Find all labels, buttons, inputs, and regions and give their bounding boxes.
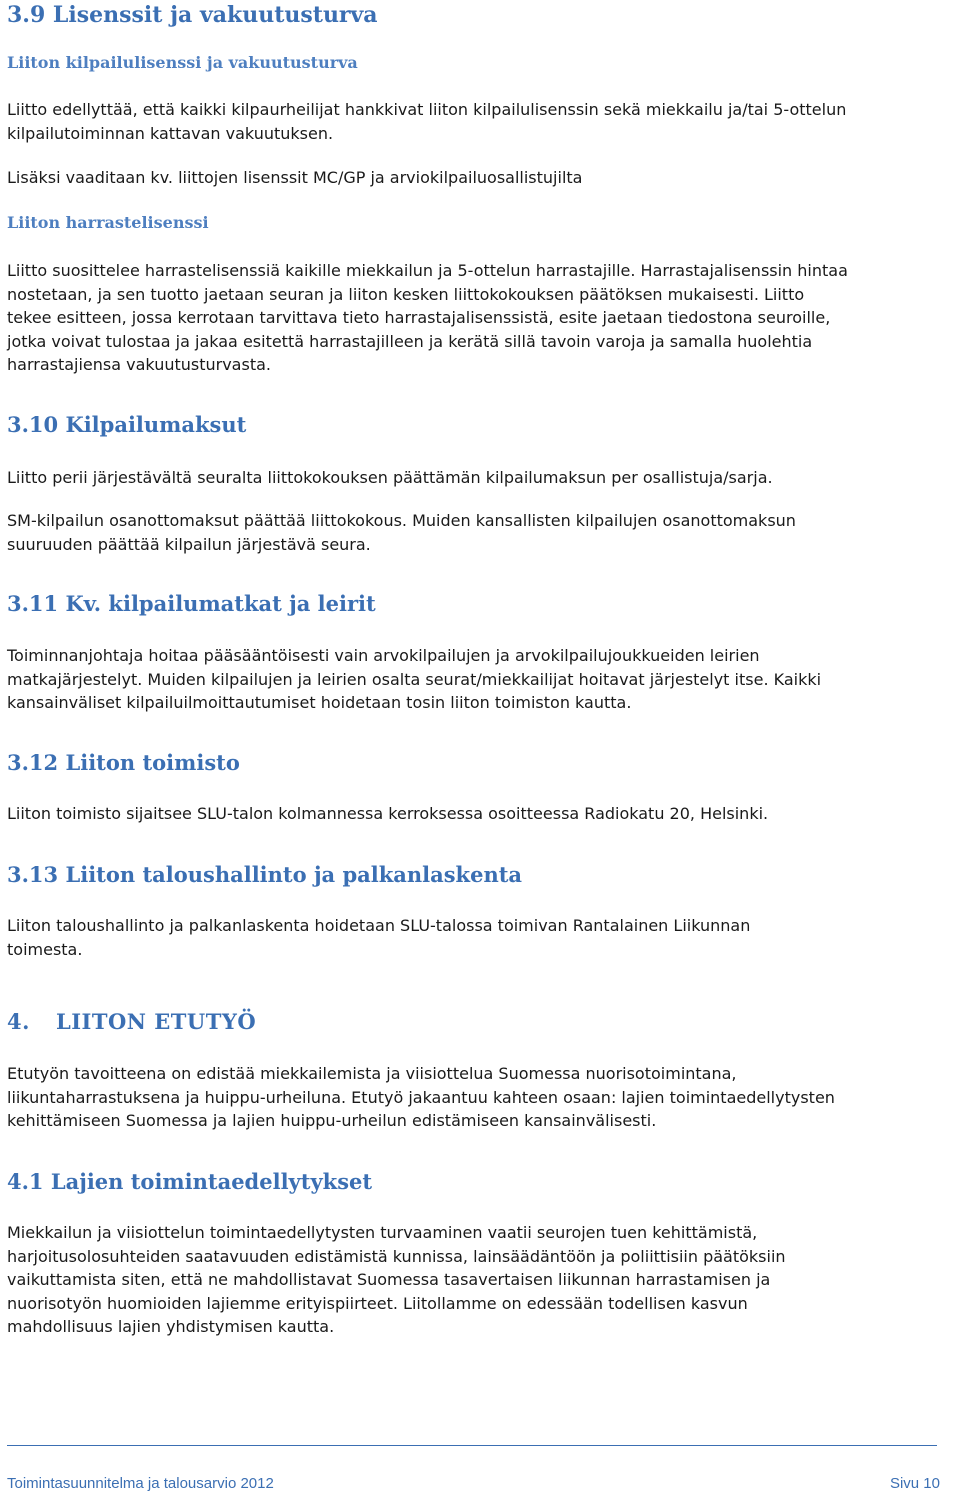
text-line: Lisäksi vaaditaan kv. liittojen lisenssit MC/GP ja arviokilpailuosallistujilta xyxy=(7,168,583,187)
paragraph-sport-conditions xyxy=(7,1221,957,1339)
paragraph-additional-requirement xyxy=(7,166,957,190)
text-line: SM-kilpailun osanottomaksut päättää liittokokous. Muiden kansallisten kilpailujen osanottomaksun xyxy=(7,511,796,530)
text-line: Miekkailun ja viisiottelun toimintaedellytysten turvaaminen vaatii seurojen tuen kehittämistä, xyxy=(7,1223,758,1242)
paragraph-entry-fees xyxy=(7,509,957,556)
heading-3-10: 3.10 Kilpailumaksut xyxy=(7,412,247,437)
heading-4-1: 4.1 Lajien toimintaedellytykset xyxy=(7,1169,373,1194)
paragraph-competition-fee xyxy=(7,466,957,490)
text-line: vaikuttamista siten, että ne mahdollistavat Suomessa tasavertaisen liikunnan harrastamisen ja xyxy=(7,1270,771,1289)
paragraph-finance xyxy=(7,914,957,961)
text-line: Liiton taloushallinto ja palkanlaskenta hoidetaan SLU-talossa toimivan Rantalainen Liikunnan xyxy=(7,916,751,935)
text-line: harjoitusolosuhteiden saatavuuden edistämistä kunnissa, lainsäädäntöön ja poliittisiin päätöksiin xyxy=(7,1246,786,1266)
text-line: matkajärjestelyt. Muiden kilpailujen ja leirien osalta seurat/miekkailijat hoitavat järjestelyt itse. Kaikki xyxy=(7,669,822,689)
paragraph-advocacy xyxy=(7,1062,957,1133)
text-line: Etutyön tavoitteena on edistää miekkailemista ja viisiottelua Suomessa nuorisotoimintana, xyxy=(7,1064,737,1083)
subheading-hobby-license: Liiton harrastelisenssi xyxy=(7,213,209,232)
heading-3-13: 3.13 Liiton taloushallinto ja palkanlaskenta xyxy=(7,862,523,887)
heading-title: LIITON ETUTYÖ xyxy=(55,1009,257,1034)
heading-number: 4. xyxy=(7,1009,30,1034)
paragraph-license-requirement xyxy=(7,98,957,145)
heading-4 xyxy=(7,1009,256,1034)
page-number: Sivu 10 xyxy=(889,1475,940,1492)
heading-3-9: 3.9 Lisenssit ja vakuutusturva xyxy=(7,2,378,28)
text-line: mahdollisuus lajien yhdistymisen kautta. xyxy=(7,1317,335,1336)
subheading-competition-license: Liiton kilpailulisenssi ja vakuutusturva xyxy=(7,53,358,72)
text-line: nostetaan, ja sen tuotto jaetaan seuran ja liiton kesken liittokokouksen päätöksen mukaisesti. Liitto xyxy=(7,284,805,304)
paragraph-travel xyxy=(7,644,957,715)
paragraph-hobby-license xyxy=(7,259,957,377)
text-line: Liitto edellyttää, että kaikki kilpaurheilijat hankkivat liiton kilpailulisenssin sekä miekkailu ja/tai 5-ottelun xyxy=(7,100,847,119)
text-line: liikuntaharrastuksena ja huippu-urheiluna. Etutyö jakaantuu kahteen osaan: lajien toimintaedellytysten xyxy=(7,1087,835,1107)
text-line: kilpailutoiminnan kattavan vakuutuksen. xyxy=(7,123,334,143)
text-line: suuruuden päättää kilpailun järjestävä seura. xyxy=(7,534,371,554)
paragraph-office xyxy=(7,802,957,826)
text-line: Liiton toimisto sijaitsee SLU-talon kolmannessa kerroksessa osoitteessa Radiokatu 20, Helsinki. xyxy=(7,804,769,823)
text-line: Liitto suosittelee harrastelisenssiä kaikille miekkailun ja 5-ottelun harrastajille. Harrastajalisenssin hintaa xyxy=(7,261,848,280)
text-line: Liitto perii järjestävältä seuralta liittokokouksen päättämän kilpailumaksun per osallistuja/sarja. xyxy=(7,468,773,487)
footer-title: Toimintasuunnitelma ja talousarvio 2012 xyxy=(7,1475,274,1492)
heading-3-12: 3.12 Liiton toimisto xyxy=(7,750,240,775)
text-line: harrastajiensa vakuutusturvasta. xyxy=(7,355,271,374)
text-line: jotka voivat tulostaa ja jakaa esitettä harrastajilleen ja kerätä sillä tavoin varoja ja samalla huolehtia xyxy=(7,331,813,351)
footer-divider xyxy=(7,1445,937,1446)
text-line: tekee esitteen, jossa kerrotaan tarvittava tieto harrastajalisenssistä, esite jaetaan tiedostona seuroille, xyxy=(7,308,831,327)
heading-3-11: 3.11 Kv. kilpailumatkat ja leirit xyxy=(7,591,376,616)
text-line: toimesta. xyxy=(7,939,83,959)
text-line: kehittämiseen Suomessa ja lajien huippu-urheilun edistämiseen kansainvälisesti. xyxy=(7,1111,657,1130)
text-line: Toiminnanjohtaja hoitaa pääsääntöisesti vain arvokilpailujen ja arvokilpailujoukkueiden leirien xyxy=(7,646,760,665)
text-line: kansainväliset kilpailuilmoittautumiset hoidetaan tosin liiton toimiston kautta. xyxy=(7,693,632,712)
text-line: nuorisotyön huomioiden lajiemme erityispiirteet. Liitollamme on edessään todellisen kasvun xyxy=(7,1293,748,1313)
